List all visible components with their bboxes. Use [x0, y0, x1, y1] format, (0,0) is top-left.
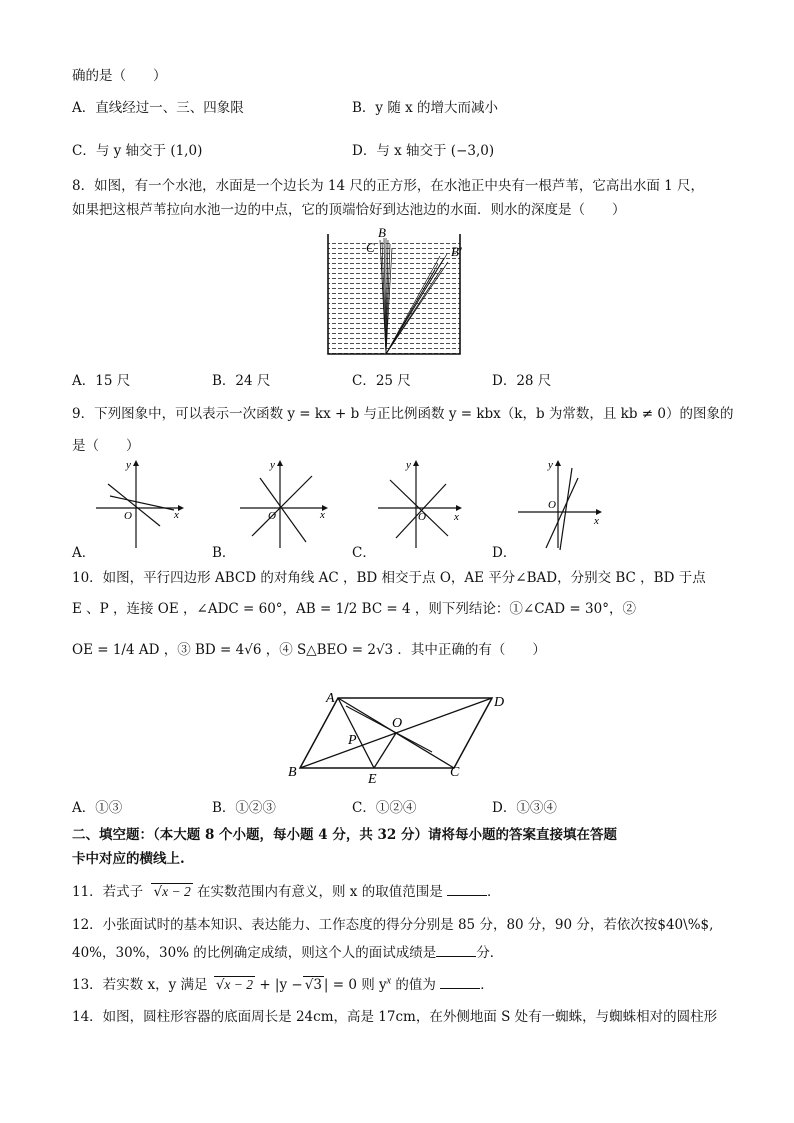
q8-line1: 8．如图，有一个水池，水面是一个边长为 14 尺的正方形，在水池正中央有一根芦苇，它高出水面 1 尺，	[72, 178, 705, 194]
label-o: O	[392, 716, 403, 731]
q9-graph-d	[516, 456, 608, 552]
section2-heading-line2: 卡中对应的横线上.	[72, 851, 185, 867]
q9-option-c: C．	[352, 545, 376, 561]
label-b: B	[378, 226, 386, 240]
q9-graph-a	[94, 456, 186, 552]
q12-line2: 40%，30%，30% 的比例确定成绩，则这个人的面试成绩是 分．	[72, 945, 504, 961]
q7-stem-tail: 确的是（ ）	[72, 68, 167, 84]
q9-graph-c	[376, 456, 468, 552]
q7-option-b: B．y 随 x 的增大而减小	[352, 100, 499, 116]
q7-option-d: D．与 x 轴交于 (−3,0)	[352, 143, 495, 159]
label-d: D	[494, 695, 505, 710]
q13: 13．若实数 x，y 满足 √x − 2 + |y − √3 | = 0 则 $y^x$ 的值为 ．	[72, 975, 494, 993]
q8-pond-figure	[320, 226, 470, 362]
q11-radical: √x − 2	[153, 884, 191, 900]
label-c: C	[366, 240, 375, 255]
svg-text:y: y	[406, 459, 411, 471]
q10-option-a: A．①③	[72, 800, 123, 816]
svg-text:x: x	[594, 515, 599, 527]
q10-option-b: B．①②③	[212, 800, 276, 816]
q9-option-a: A．	[72, 545, 96, 561]
svg-text:x: x	[320, 509, 325, 521]
q8-line2: 如果把这根芦苇拉向水池一边的中点，它的顶端恰好到达池边的水面．则水的深度是（ ）	[72, 202, 626, 218]
q7-option-c: C．与 y 轴交于 (1,0)	[72, 143, 203, 159]
q10-line1: 10．如图，平行四边形 ABCD 的对角线 AC ，BD 相交于点 O，AE 平分∠BAD，分别交 BC ，BD 于点	[72, 570, 706, 586]
svg-text:O: O	[548, 499, 556, 511]
q13-answer-blank[interactable]	[440, 976, 480, 989]
q8-option-a: A．15 尺	[72, 373, 131, 389]
q14-line1: 14．如图，圆柱形容器的底面周长是 24cm，高是 17cm，在外侧地面 S 处有一蜘蛛，与蜘蛛相对的圆柱形	[72, 1009, 718, 1025]
q10-line2: E 、P ，连接 OE ，∠ADC = 60°，AB = 1/2 BC = 4 ，则下列结论：①∠CAD = 30°，②	[72, 601, 636, 617]
svg-text:O: O	[124, 510, 132, 522]
svg-text:O: O	[268, 510, 276, 522]
q10-option-d: D．①③④	[492, 800, 557, 816]
svg-text:x: x	[454, 511, 459, 523]
q11-answer-blank[interactable]	[447, 883, 487, 896]
q10-parallelogram-figure	[282, 686, 512, 786]
q9-option-d: D．	[492, 545, 517, 561]
label-a: A	[326, 691, 335, 706]
q12-answer-blank[interactable]	[436, 944, 476, 957]
q8-option-c: C．25 尺	[352, 373, 411, 389]
label-b-prime: B′	[451, 244, 462, 259]
svg-text:y: y	[270, 459, 275, 471]
label-p: P	[348, 733, 357, 748]
q11: 11．若式子 √x − 2 在实数范围内有意义，则 x 的取值范围是 ．	[72, 884, 501, 900]
svg-text:y: y	[548, 459, 553, 471]
q9-graph-b	[238, 456, 330, 552]
label-c: C	[450, 765, 460, 780]
label-e: E	[368, 772, 377, 786]
water-hatching	[328, 240, 460, 354]
q7-option-a: A．直线经过一、三、四象限	[72, 100, 244, 116]
q12-line1: 12．小张面试时的基本知识、表达能力、工作态度的得分分别是 85 分，80 分，90 分，若依次按$40\%$,	[72, 917, 714, 933]
q8-option-d: D．28 尺	[492, 373, 552, 389]
label-b: B	[288, 765, 297, 780]
q9-option-b: B．	[212, 545, 236, 561]
svg-text:O: O	[418, 511, 426, 523]
q9-line1: 9．下列图象中，可以表示一次函数 y = kx + b 与正比例函数 y = kbx（k，b 为常数，且 kb ≠ 0）的图象的	[72, 406, 734, 422]
svg-text:y: y	[126, 459, 131, 471]
q10-option-c: C．①②④	[352, 800, 417, 816]
q8-option-b: B．24 尺	[212, 373, 271, 389]
q10-line3: OE = 1/4 AD ，③ BD = 4√6 ，④ S△BEO = 2√3 ．其中正确的有（ ）	[72, 642, 546, 658]
svg-text:x: x	[174, 509, 179, 521]
q9-line2: 是（ ）	[72, 438, 140, 454]
section2-heading-line1: 二、填空题：（本大题 8 个小题，每小题 4 分，共 32 分）请将每小题的答案直接填在答题	[72, 827, 618, 843]
